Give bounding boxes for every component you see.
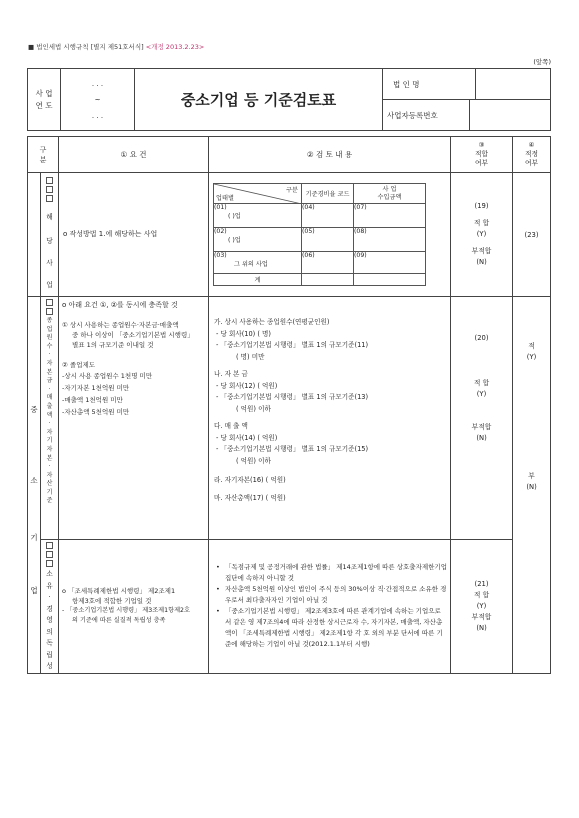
row-1-code[interactable]: (04) — [302, 204, 354, 228]
date-end: . . . — [91, 111, 104, 120]
list-item: • 자산총액 5천억원 이상인 법인이 주식 등의 30%이상 직·간접적으로 소유한 경우로서 최다출자자인 기업이 아닐 것 — [223, 584, 447, 606]
business-review — [209, 173, 451, 297]
total-code[interactable] — [302, 274, 354, 286]
row-3-type[interactable]: (03) 그 위의 사업 — [214, 252, 302, 274]
sme-review: 가. 상시 사용하는 종업원수(연평균인원) - 당 회사(10) ( 명) - 「중소기업기본법 시행령」 별표 1의 규모기준(11) ( 명) 미만 나. 자 본 금 - 당 회사(12) ( 억원) - 「중소기업기본법 시행령」 별표 1의 규모기준(13) ( 억원) 이하 다. 매 출 액 - 당 회사(14) ( 억원) - 「중소기업기본법 시행령」 별표 1의 규모기준(15) ( 억원) 이하 라. 자기자본(16) ( 억원) 마. 자산총액(17) ( 억원) — [209, 297, 451, 540]
row-2-code[interactable]: (05) — [302, 228, 354, 252]
row-2-revenue[interactable]: (08) — [354, 228, 426, 252]
independence-bullets — [215, 562, 447, 650]
form-header — [28, 42, 204, 51]
form-revision: <개정 2013.2.23> — [145, 43, 205, 51]
checkbox[interactable] — [41, 551, 58, 560]
checkbox[interactable] — [41, 308, 58, 317]
business-requirement: o 작성방법 1.에 해당하는 사업 — [59, 173, 209, 297]
date-start: . . . — [91, 79, 104, 88]
sme-requirement: o 아래 요건 ①, ②를 동시에 충족할 것 ① 상시 사용하는 종업원수·자본금·매출액 중 하나 이상이 「중소기업기본법 시행령」 별표 1의 규모기준 이내일 것 ② 졸업제도 -상시 사용 종업원수 1천명 미만 -자기자본 1천억원 미만 -매출액 1천억원 미만 -자산총액 5천억원 미만 — [59, 297, 209, 540]
copy-label: (앞쪽) — [533, 58, 551, 66]
reg-no-field[interactable] — [470, 100, 551, 130]
row-1-revenue[interactable]: (07) — [354, 204, 426, 228]
business-year-label: 사 업 연 도 — [28, 69, 61, 131]
independence-label: 소 유 · 경 영 의 독 립 성 — [41, 540, 59, 674]
code-header: 기준경비율 코드 — [302, 184, 354, 204]
row-3-revenue[interactable]: (09) — [354, 252, 426, 274]
col-conform: ③ 적합 여부 — [451, 137, 513, 173]
checkbox[interactable] — [41, 542, 58, 551]
business-decision[interactable]: (23) — [513, 173, 551, 297]
col-category: 구 분 — [28, 137, 59, 173]
sme-outer-label: 중 소 기 업 — [28, 297, 41, 674]
company-name-label: 법 인 명 — [383, 69, 476, 99]
row-1-type[interactable]: (01) ( )업 — [214, 204, 302, 228]
checkbox[interactable] — [41, 186, 58, 195]
row-2-type[interactable]: (02) ( )업 — [214, 228, 302, 252]
list-item: • 「중소기업기본법 시행령」 제2조제3호에 따른 관계기업에 속하는 기업으로서 같은 영 제7조의4에 따라 산정한 상시근로자 수, 자기자본, 매출액, 자산총액이 「조세특례제한법 시행령」 제2조제1항 각 호 외의 부분 단서에 따른 기준에 해당하는 기업이 아닐 것(2012.1.1부터 시행) — [223, 606, 447, 650]
diag-header-cell: 구분 업태별 — [214, 184, 302, 204]
independence-conform[interactable]: (21) 적 합 (Y) 부적합 (N) — [451, 540, 513, 674]
form-header-prefix: ■ 법인세법 시행규칙 [별지 제51호서식] — [28, 43, 144, 51]
company-name-row[interactable] — [383, 69, 551, 100]
col-requirement: ① 요 건 — [59, 137, 209, 173]
company-name-field[interactable] — [476, 69, 551, 99]
business-conform[interactable]: (19) 적 합 (Y) 부적합 (N) — [451, 173, 513, 297]
business-label: 해 당 사 업 — [41, 173, 59, 297]
sme-conform[interactable]: (20) 적 합 (Y) 부적합 (N) — [451, 297, 513, 540]
reg-no-row[interactable] — [383, 100, 551, 131]
date-separator: ~ — [94, 95, 101, 104]
business-sub-table — [213, 183, 426, 286]
independence-requirement: o 「조세특례제한법 시행령」 제2조제1 항제3호에 적합한 기업일 것 - 「중소기업기본법 시행령」 제3조제1항제2호 의 기준에 따른 실질적 독립성 충족 — [59, 540, 209, 674]
review-table — [27, 136, 551, 674]
reg-no-label: 사업자등록번호 — [383, 100, 470, 130]
sme-size-label: 종 업 원 수 · 자 본 금 · 매 출 액 · 자 기 자 본 · 자 산 기 준 — [41, 297, 59, 540]
col-decision: ④ 적정 여부 — [513, 137, 551, 173]
checkbox[interactable] — [41, 299, 58, 308]
business-year-dates[interactable] — [61, 69, 135, 131]
page-title: 중소기업 등 기준검토표 — [135, 69, 383, 131]
checkbox[interactable] — [41, 177, 58, 186]
independence-review — [209, 540, 451, 674]
list-item: • 「독점규제 및 공정거래에 관한 법률」 제14조제1항에 따른 상호출자제한기업집단에 속하지 아니할 것 — [223, 562, 447, 584]
col-review: ② 검 토 내 용 — [209, 137, 451, 173]
total-revenue[interactable] — [354, 274, 426, 286]
header-table — [27, 68, 551, 131]
revenue-header: 사 업 수입금액 — [354, 184, 426, 204]
sme-decision[interactable]: 적 (Y) 부 (N) — [513, 297, 551, 674]
checkbox[interactable] — [41, 195, 58, 204]
row-3-code[interactable]: (06) — [302, 252, 354, 274]
checkbox[interactable] — [41, 560, 58, 569]
total-label: 계 — [214, 274, 302, 286]
